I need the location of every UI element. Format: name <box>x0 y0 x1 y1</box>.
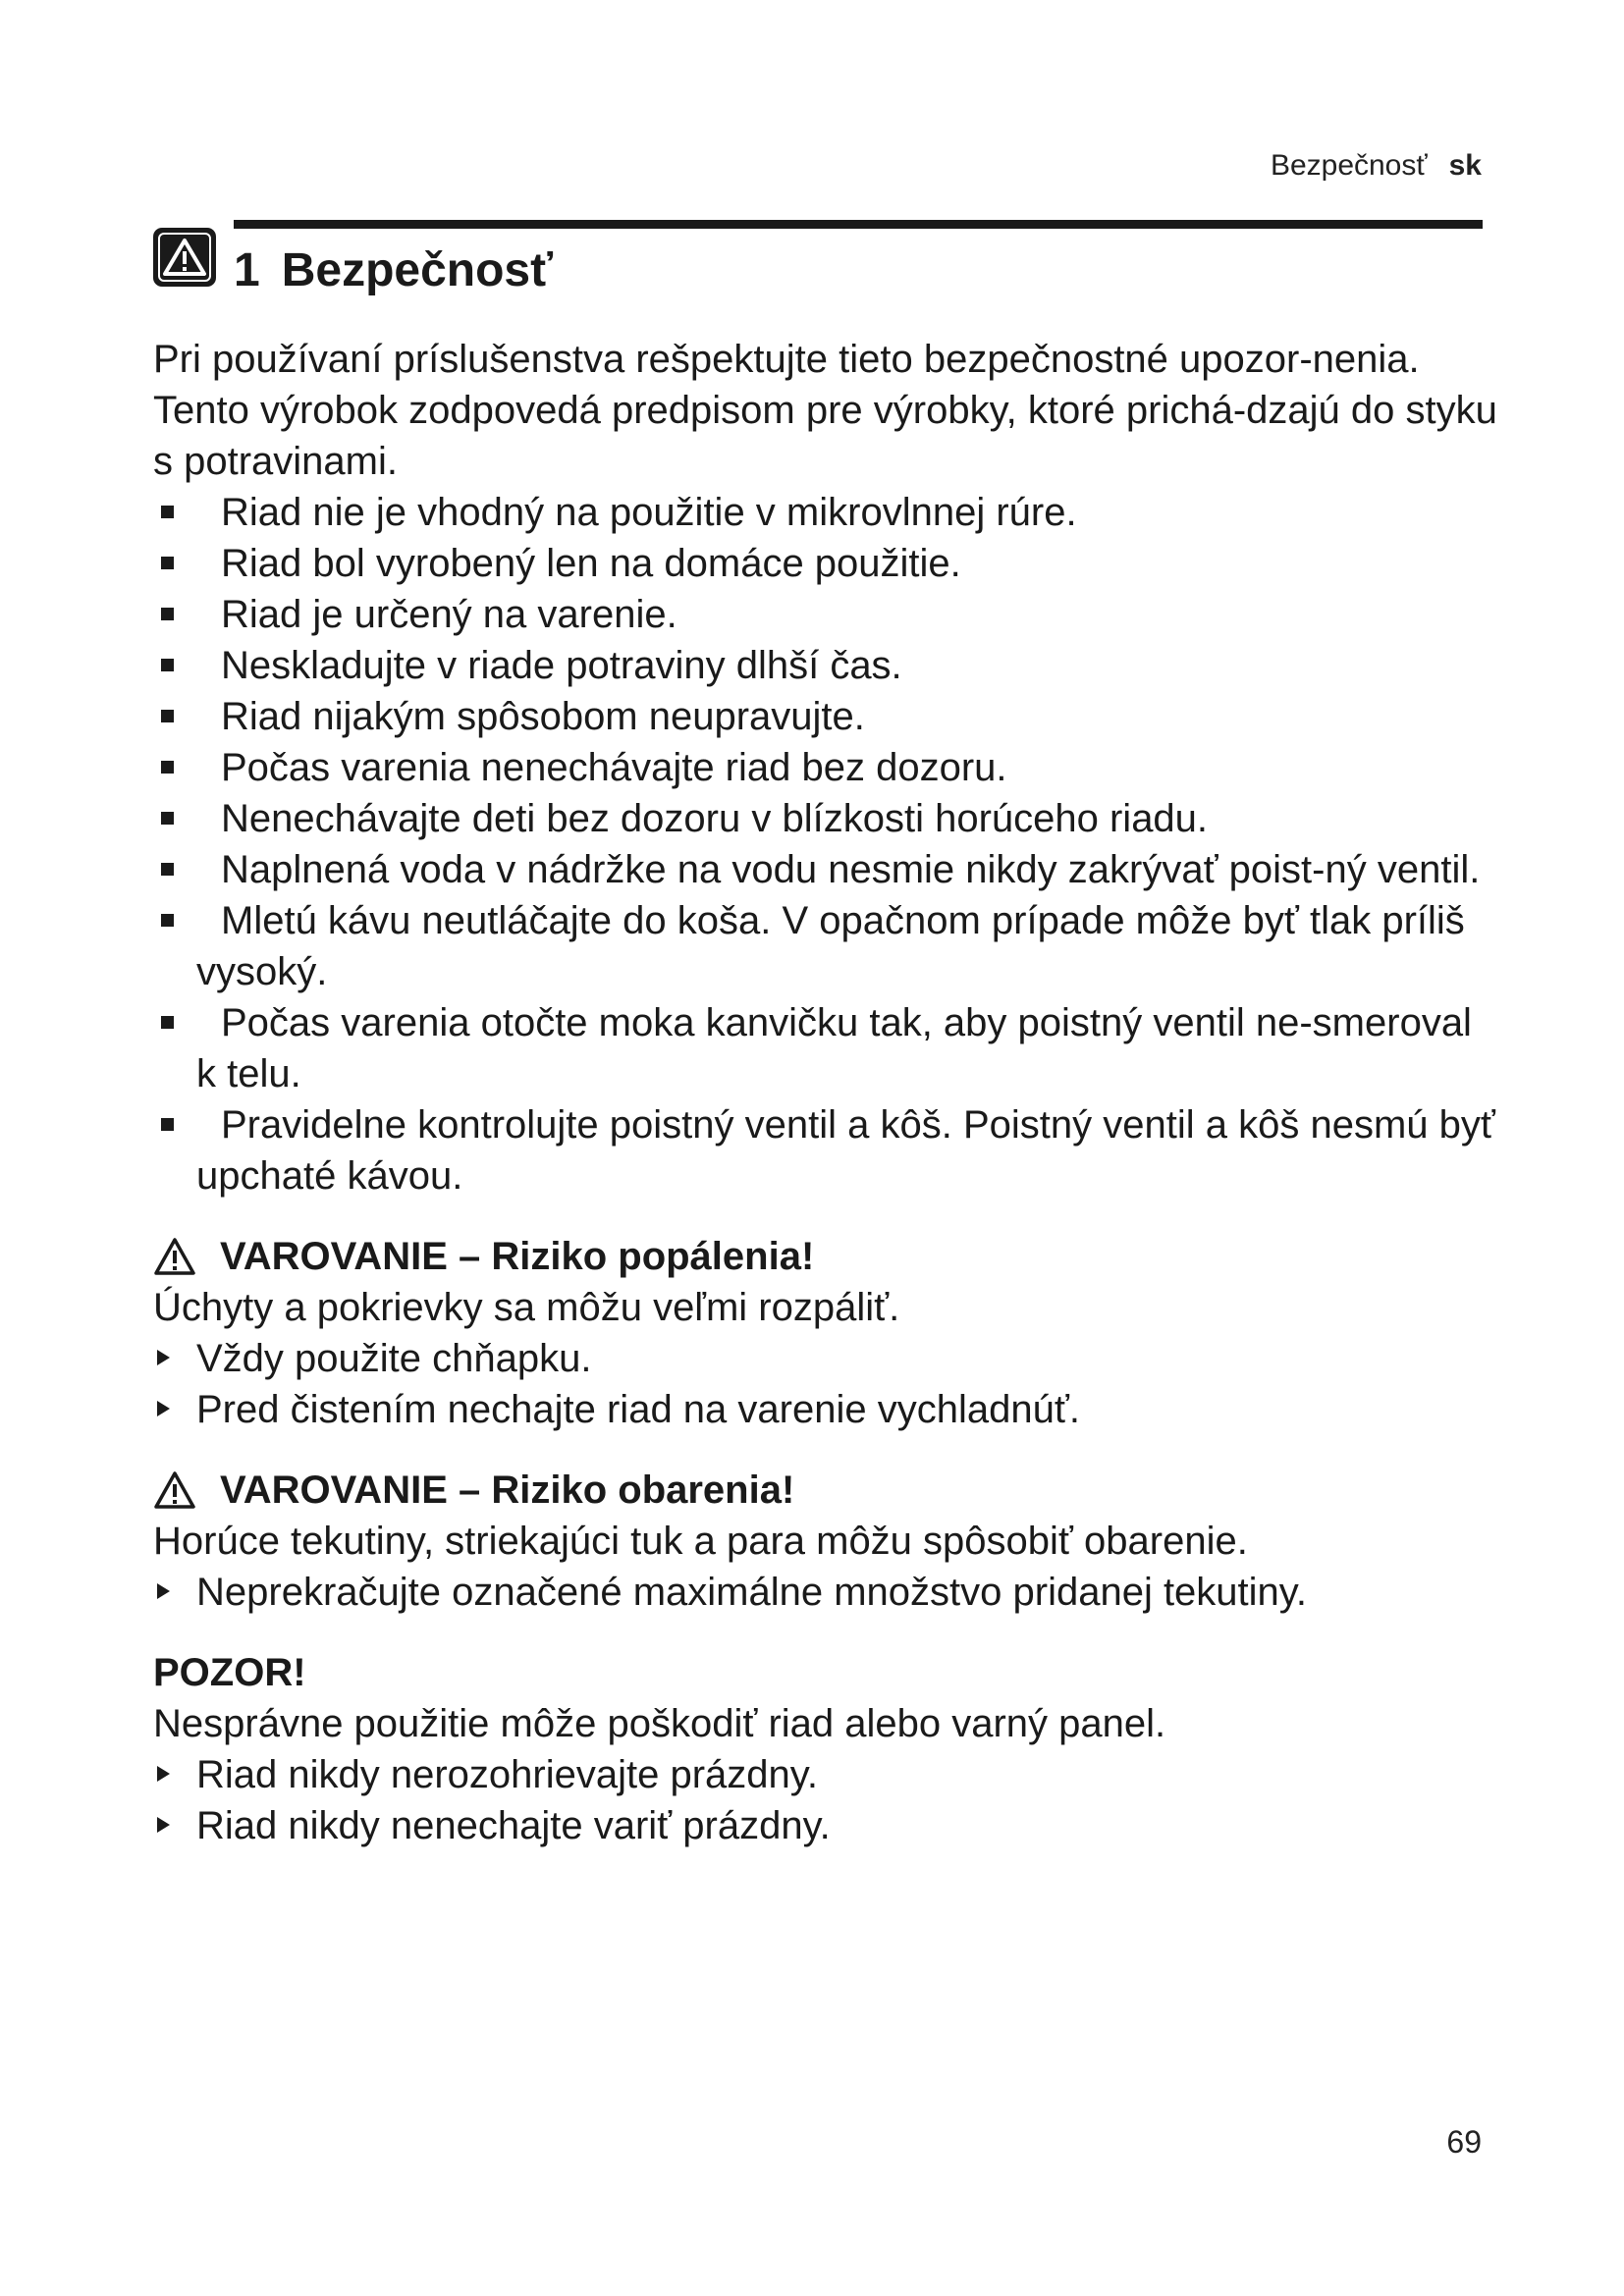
scald-warning <box>153 1465 1498 1618</box>
notice-text: Nesprávne použitie môže poškodiť riad alebo varný panel. <box>153 1702 1166 1745</box>
list-item: Počas varenia otočte moka kanvičku tak, aby poistný ventil ne-smeroval k telu. <box>153 997 1498 1099</box>
warning-title: VAROVANIE – Riziko obarenia! <box>220 1468 795 1512</box>
warning-steps <box>153 1567 1498 1618</box>
warning-heading <box>153 1231 1498 1282</box>
warning-heading <box>153 1465 1498 1516</box>
running-header <box>1271 149 1482 183</box>
chapter-title <box>234 241 553 300</box>
warning-text: Horúce tekutiny, striekajúci tuk a para môžu spôsobiť obarenie. <box>153 1520 1248 1563</box>
running-header-section: Bezpečnosť <box>1270 149 1428 182</box>
list-item: Naplnená voda v nádržke na vodu nesmie nikdy zakrývať poist-ný ventil. <box>153 844 1498 895</box>
list-item: Vždy použite chňapku. <box>153 1333 1498 1384</box>
list-item: Riad bol vyrobený len na domáce použitie. <box>153 538 1498 589</box>
list-item: Počas varenia nenechávajte riad bez dozoru. <box>153 742 1498 793</box>
list-item: Riad nijakým spôsobom neupravujte. <box>153 691 1498 742</box>
list-item: Riad nikdy nenechajte variť prázdny. <box>153 1800 1498 1851</box>
warning-steps <box>153 1333 1498 1435</box>
warning-text: Úchyty a pokrievky sa môžu veľmi rozpáliť. <box>153 1286 900 1329</box>
notice-steps <box>153 1749 1498 1851</box>
notice-title: POZOR! <box>153 1651 306 1694</box>
list-item: Neprekračujte označené maximálne množstvo pridanej tekutiny. <box>153 1567 1498 1618</box>
running-header-language: sk <box>1448 149 1482 182</box>
warning-triangle-icon <box>153 1237 196 1276</box>
safety-rules-list <box>153 487 1498 1201</box>
intro-paragraph: Tento výrobok zodpovedá predpisom pre výrobky, ktoré prichá-dzajú do styku s potravinami. <box>153 389 1497 483</box>
list-item: Pred čistením nechajte riad na varenie vychladnúť. <box>153 1384 1498 1435</box>
list-item: Pravidelne kontrolujte poistný ventil a kôš. Poistný ventil a kôš nesmú byť upchaté kávou. <box>153 1099 1498 1201</box>
list-item: Nenechávajte deti bez dozoru v blízkosti horúceho riadu. <box>153 793 1498 844</box>
caution-notice <box>153 1647 1498 1851</box>
list-item: Mletú kávu neutláčajte do koša. V opačnom prípade môže byť tlak príliš vysoký. <box>153 895 1498 997</box>
chapter-number: 1 <box>234 244 260 296</box>
intro-paragraph: Pri používaní príslušenstva rešpektujte tieto bezpečnostné upozor-nenia. <box>153 338 1420 381</box>
list-item: Riad nie je vhodný na použitie v mikrovlnnej rúre. <box>153 487 1498 538</box>
list-item: Neskladujte v riade potraviny dlhší čas. <box>153 640 1498 691</box>
chapter-rule <box>234 220 1483 229</box>
warning-triangle-icon <box>153 1470 196 1510</box>
burn-warning <box>153 1231 1498 1435</box>
chapter-title-text: Bezpečnosť <box>281 244 554 296</box>
page-number: 69 <box>1446 2124 1482 2160</box>
list-item: Riad nikdy nerozohrievajte prázdny. <box>153 1749 1498 1800</box>
main-content <box>153 334 1498 1851</box>
list-item: Riad je určený na varenie. <box>153 589 1498 640</box>
warning-title: VAROVANIE – Riziko popálenia! <box>220 1235 815 1278</box>
warning-box-icon <box>153 228 216 287</box>
